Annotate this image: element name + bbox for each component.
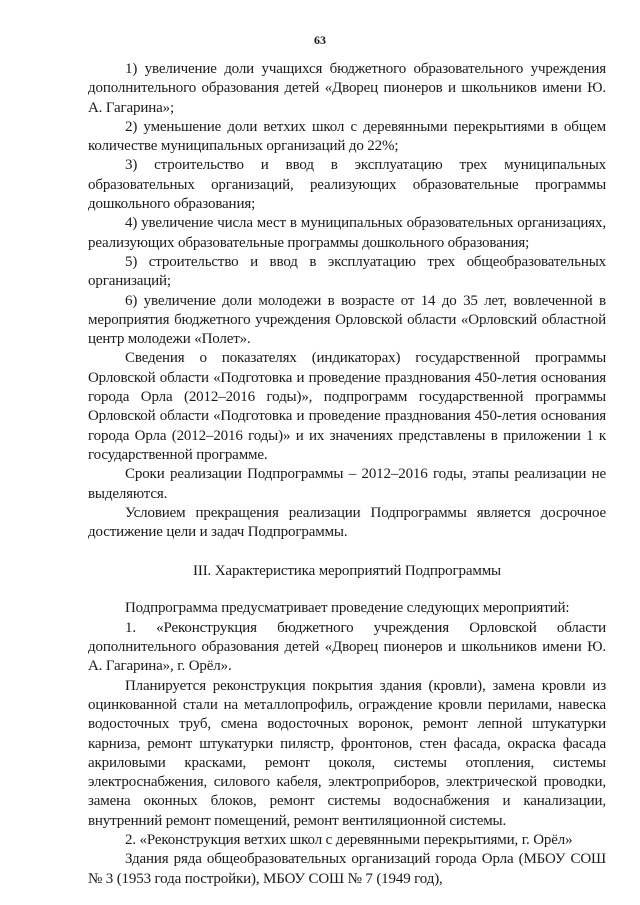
- paragraph-indicator-4: 4) увеличение числа мест в муниципальных образовательных организациях, реализующих образовательные программы дошкольного образования;: [88, 215, 606, 251]
- paragraph-measure-1: 1. «Реконструкция бюджетного учреждения Орловской области дополнительного образования детей «Дворец пионеров и школьников имени Ю. А. Гагарина», г. Орёл».: [88, 619, 606, 675]
- paragraph-measure-1-details: Планируется реконструкция покрытия здания (кровли), замена кровли из оцинкованной стали на металлопрофиль, ограждение кровли перилами, навеска водосточных труб, смена водосточных воронок, ремонт лепной штукатурки карниза, ремонт штукатурки пилястр, фронтонов, стен фасада, окраска фасада акриловыми красками, ремонт цоколя, системы отопления, системы электроснабжения, силового кабеля, электроприборов, электрической проводки, замена оконных блоков, ремонт системы водоснабжения и канализации, внутренний ремонт помещений, ремонт вентиляционной системы.: [88, 677, 606, 829]
- document-body: [88, 60, 606, 889]
- paragraph-indicator-1: 1) увеличение доли учащихся бюджетного образовательного учреждения дополнительного образования детей «Дворец пионеров и школьников имени Ю. А. Гагарина»;: [88, 61, 606, 116]
- paragraph-indicators-info: Сведения о показателях (индикаторах) государственной программы Орловской области «Подготовка и проведение празднования 450-летия основания города Орла (2012–2016 годы)», подпрограмм государственной программы Орловской области «Подготовка и проведение празднования 450-летия основания города Орла (2012–2016 годы)» и их значениях представлены в приложении 1 к государственной программе.: [88, 350, 606, 463]
- paragraph-measure-2-details: Здания ряда общеобразовательных организаций города Орла (МБОУ СОШ № 3 (1953 года постройки), МБОУ СОШ № 7 (1949 год),: [88, 851, 606, 887]
- paragraph-indicator-6: 6) увеличение доли молодежи в возрасте от 14 до 35 лет, вовлеченной в мероприятия бюджетного учреждения Орловской области «Орловский областной центр молодежи «Полет».: [88, 292, 606, 348]
- paragraph-measure-2: 2. «Реконструкция ветхих школ с деревянными перекрытиями, г. Орёл»: [125, 831, 573, 848]
- paragraph-indicator-2: 2) уменьшение доли ветхих школ с деревянными перекрытиями в общем количестве муниципальных организаций до 22%;: [88, 118, 606, 155]
- paragraph-termination: Условием прекращения реализации Подпрограммы является досрочное достижение цели и задач Подпрограммы.: [88, 504, 606, 541]
- paragraph-indicator-5: 5) строительство и ввод в эксплуатацию трех общеобразовательных организаций;: [88, 253, 606, 290]
- paragraph-timeline: Сроки реализации Подпрограммы – 2012–2016 годы, этапы реализации не выделяются.: [88, 466, 606, 502]
- section-heading: III. Характеристика мероприятий Подпрограммы: [193, 563, 501, 580]
- page-number: 63: [314, 33, 326, 47]
- paragraph-measures-intro: Подпрограмма предусматривает проведение следующих мероприятий:: [125, 600, 570, 617]
- paragraph-indicator-3: 3) строительство и ввод в эксплуатацию трех муниципальных образовательных организаций, реализующих образовательные программы дошкольного образования;: [88, 157, 606, 213]
